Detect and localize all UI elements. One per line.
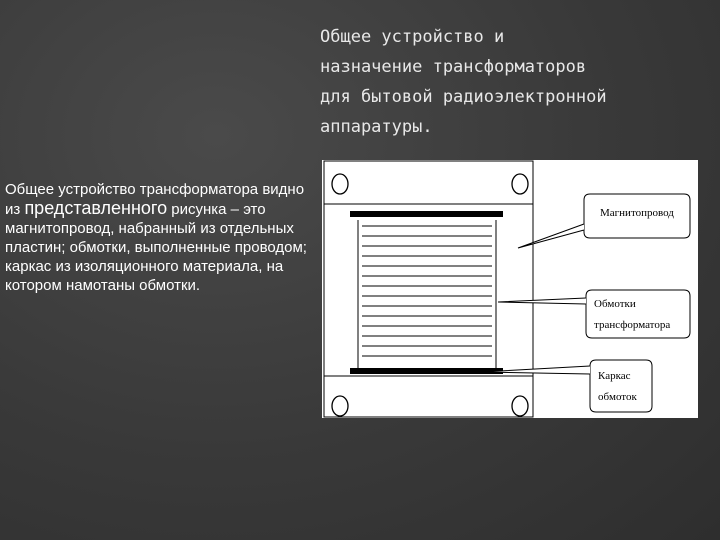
callout-core-label: Магнитопровод xyxy=(600,207,674,219)
callout-windings-label-line1: Обмотки xyxy=(594,298,636,310)
callout-frame-label-line2: обмоток xyxy=(598,391,637,403)
frame-flange-bottom xyxy=(350,368,503,374)
slide-title: Общее устройство и назначение трансформаторов для бытовой радиоэлектронной аппаратуры. xyxy=(320,27,607,137)
callout-windings-label-line2: трансформатора xyxy=(594,319,671,331)
body-text-part-2: представленного xyxy=(24,198,168,218)
slide-body-text xyxy=(5,180,320,295)
frame-flange-top xyxy=(350,211,503,217)
callout-frame-box xyxy=(590,360,652,412)
callout-frame-label-line1: Каркас xyxy=(598,370,631,382)
body-text-part-1: Общее устройство трансформатора видно из xyxy=(5,181,305,218)
core-frame xyxy=(324,161,533,417)
transformer-diagram xyxy=(322,160,698,418)
body-text-part-3: рисунка – это магнитопровод, набранный из отдельных пластин; обмотки, выполненные проводом; каркас из изоляционного материала, на котором намотаны обмотки. xyxy=(5,201,307,294)
